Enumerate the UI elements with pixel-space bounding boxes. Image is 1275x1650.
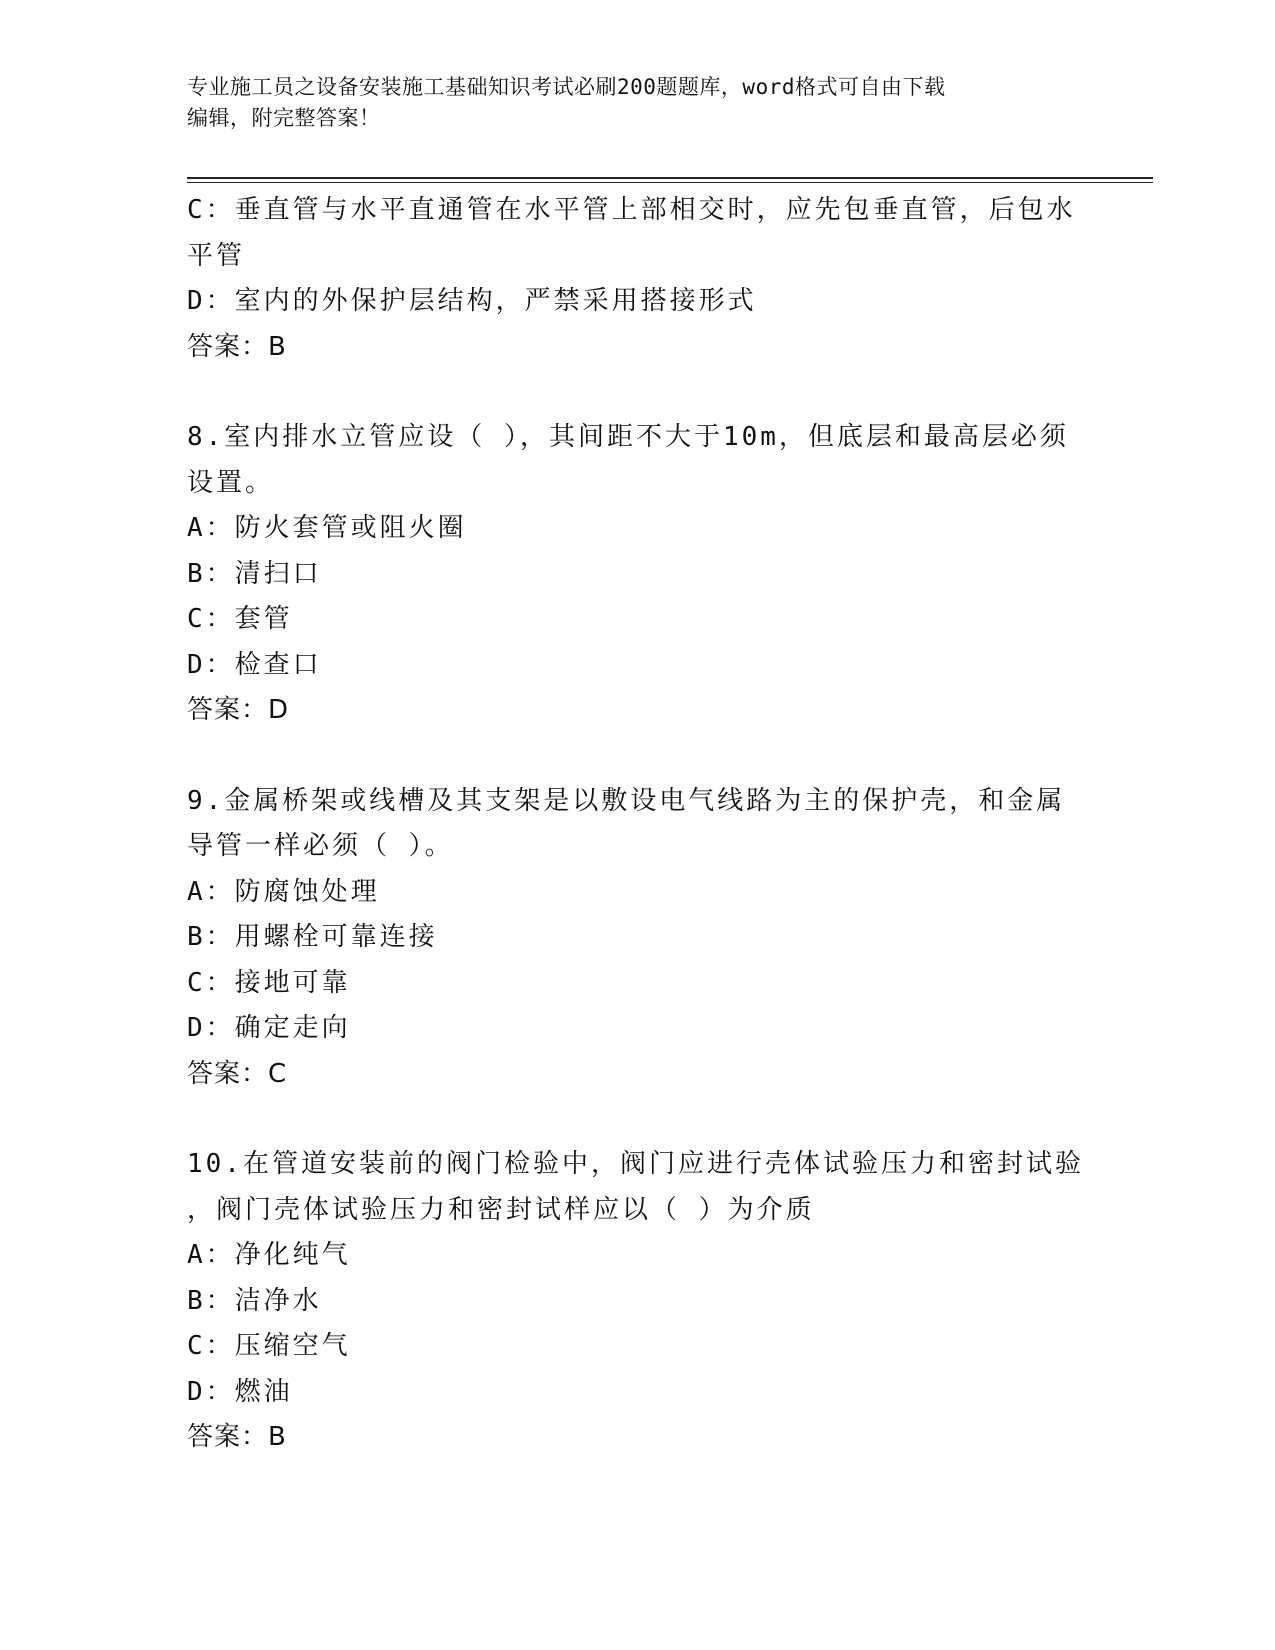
question-stem: 9.金属桥架或线槽及其支架是以敷设电气线路为主的保护壳，和金属 — [187, 785, 1066, 816]
option-a: A：防火套管或阻火圈 — [187, 513, 467, 543]
question-block-8 — [187, 415, 1107, 734]
option-d: D：燃油 — [187, 1376, 293, 1407]
answer-line: 答案：B — [187, 1422, 287, 1452]
header-divider — [187, 177, 1153, 183]
option-d: D：检查口 — [187, 649, 322, 680]
header-title-line2: 编辑，附完整答案！ — [187, 106, 381, 130]
option-c: C：压缩空气 — [187, 1331, 351, 1361]
question-block-10 — [187, 1142, 1107, 1461]
answer-line: 答案：B — [187, 331, 287, 362]
question-content — [187, 188, 1107, 1461]
document-header — [187, 72, 1067, 134]
question-stem: 8.室内排水立管应设（ ），其间距不大于10m，但底层和最高层必须 — [187, 422, 1069, 452]
question-stem-continued: 导管一样必须（ ）。 — [187, 831, 454, 861]
option-a: A：净化纯气 — [187, 1240, 351, 1270]
question-stem: 10.在管道安装前的阀门检验中，阀门应进行壳体试验压力和密封试验 — [187, 1149, 1084, 1179]
option-d: D：确定走向 — [187, 1013, 351, 1043]
option-c: C：套管 — [187, 604, 293, 634]
answer-line: 答案：D — [187, 695, 290, 725]
option-d: D：室内的外保护层结构，严禁采用搭接形式 — [187, 286, 757, 316]
question-block-7 — [187, 188, 1107, 370]
question-stem-continued: 设置。 — [187, 467, 275, 498]
option-c: C：接地可靠 — [187, 967, 351, 998]
option-b: B：用螺栓可靠连接 — [187, 922, 438, 952]
option-a: A：防腐蚀处理 — [187, 876, 380, 907]
question-stem-continued: ，阀门壳体试验压力和密封试样应以（ ）为介质 — [187, 1194, 815, 1225]
option-b: B：洁净水 — [187, 1285, 322, 1316]
header-title-line1: 专业施工员之设备安装施工基础知识考试必刷200题题库，word格式可自由下载 — [187, 75, 946, 99]
answer-line: 答案：C — [187, 1058, 288, 1089]
question-block-9 — [187, 779, 1107, 1098]
option-c-continued: 平管 — [187, 240, 246, 271]
option-b: B：清扫口 — [187, 558, 322, 589]
option-c: C：垂直管与水平直通管在水平管上部相交时，应先包垂直管，后包水 — [187, 195, 1076, 225]
